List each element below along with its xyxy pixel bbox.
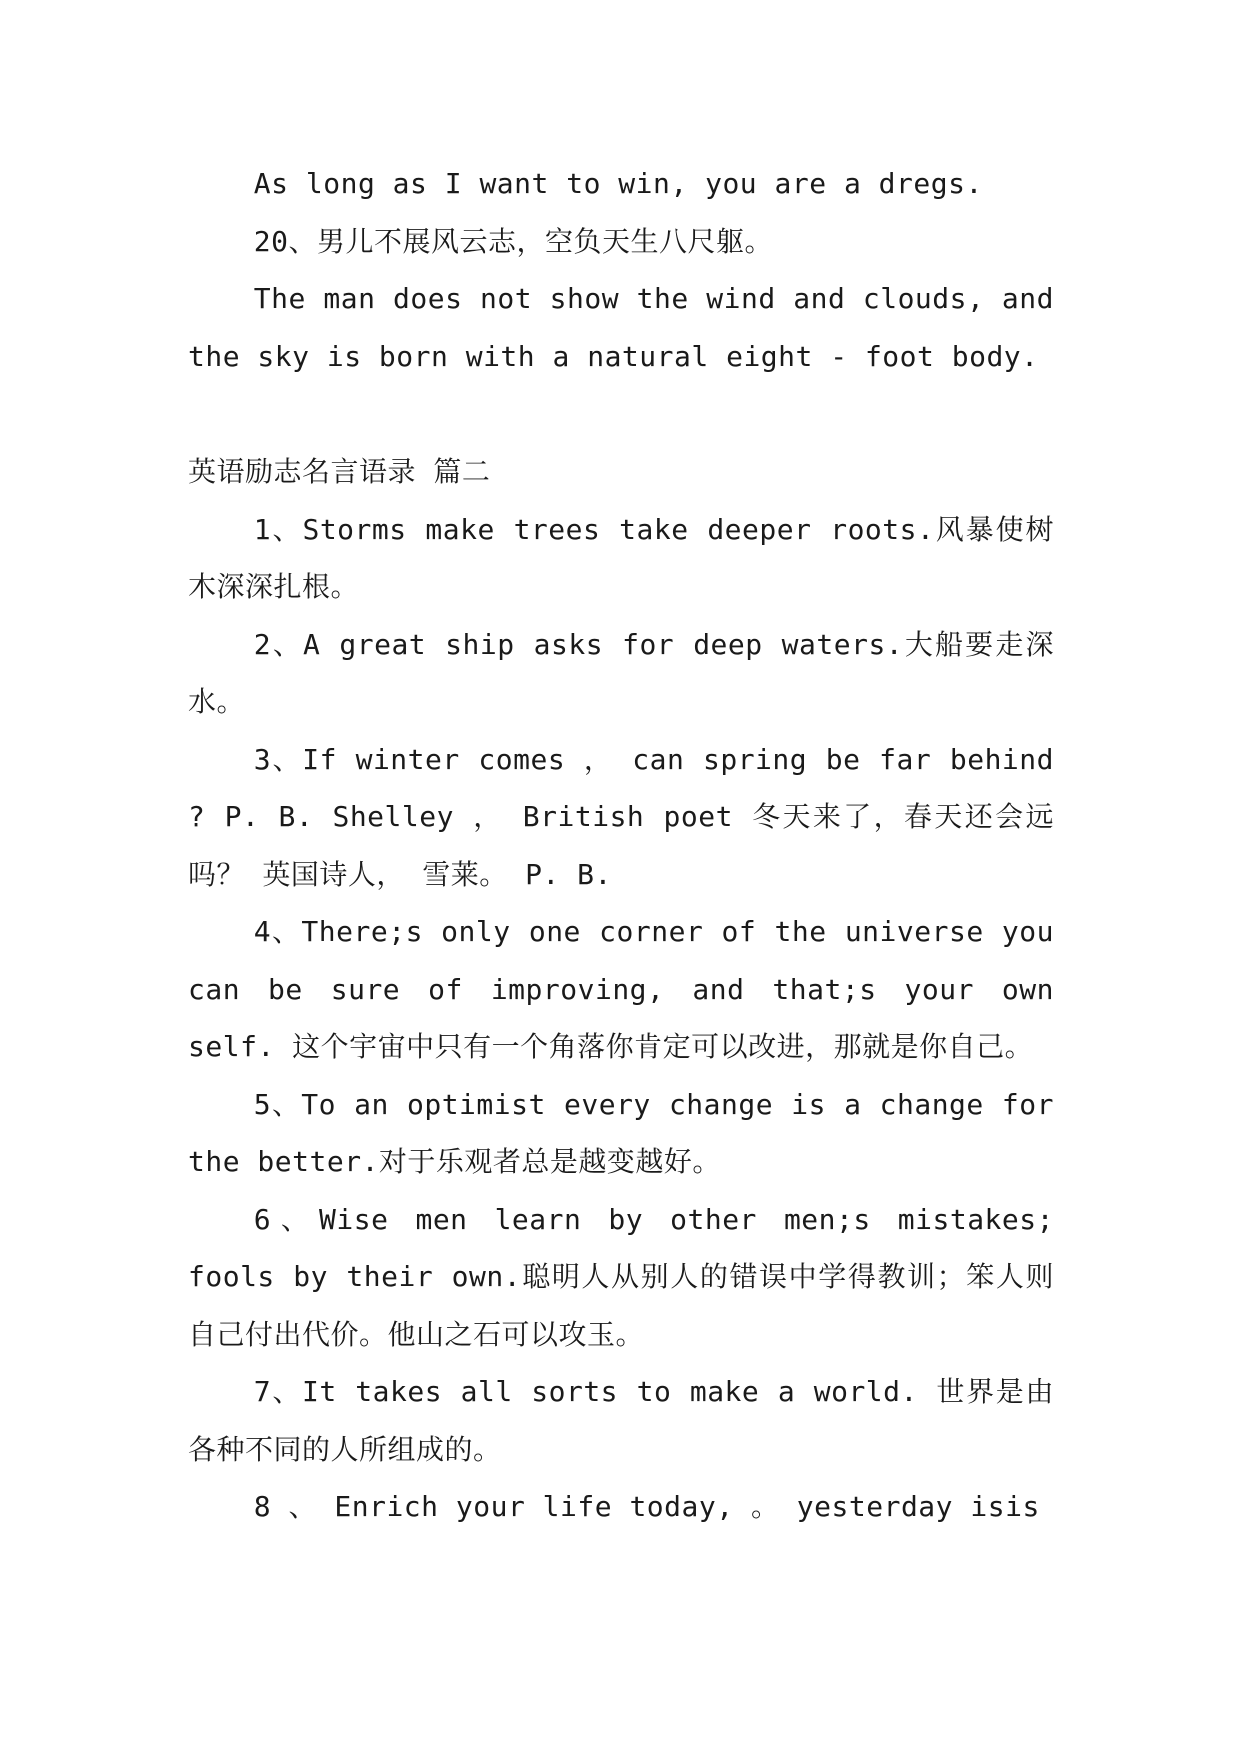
quote-item: 7、It takes all sorts to make a world. 世界是由各种不同的人所组成的。: [188, 1375, 1054, 1466]
quote-item: 6、Wise men learn by other men;s mistakes; fools by their own.聪明人从别人的错误中学得教训；笨人则自己付出代价。他山之石可以攻玉。: [188, 1202, 1054, 1351]
quote-item: 4、There;s only one corner of the universe you can be sure of improving, and that;s your own self. 这个宇宙中只有一个角落你肯定可以改进，那就是你自己。: [188, 915, 1054, 1063]
section-heading: 英语励志名言语录 篇二: [188, 455, 491, 488]
quote-item: 2、A great ship asks for deep waters.大船要走深水。: [188, 627, 1054, 718]
document-page: [188, 155, 1054, 1536]
paragraph: As long as I want to win, you are a dregs.: [253, 167, 983, 200]
quote-item: 8 、 Enrich your life today, 。 yesterday isis: [253, 1490, 1040, 1523]
quote-item: 3、If winter comes ， can spring be far behind ? P. B. Shelley ， British poet 冬天来了，春天还会远吗？ 英国诗人， 雪莱。 P. B.: [188, 742, 1054, 891]
paragraph: The man does not show the wind and clouds, and the sky is born with a natural eight - foot body.: [188, 282, 1054, 373]
quote-item: 5、To an optimist every change is a change for the better.对于乐观者总是越变越好。: [188, 1087, 1054, 1178]
quote-item: 1、Storms make trees take deeper roots.风暴使树木深深扎根。: [188, 512, 1054, 603]
paragraph: 20、男儿不展风云志，空负天生八尺躯。: [253, 224, 774, 258]
